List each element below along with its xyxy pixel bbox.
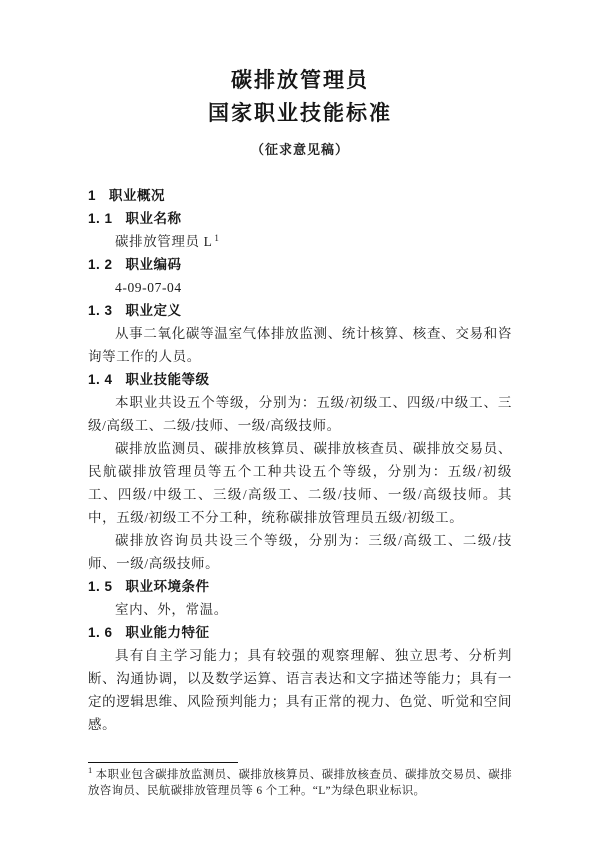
section-title: 职业能力特征 — [125, 625, 210, 640]
footnote-reference-superscript: 1 — [214, 232, 220, 243]
section-heading-1-6 — [88, 621, 512, 644]
section-heading-1 — [88, 184, 512, 207]
section-heading-1-1 — [88, 207, 512, 230]
occupation-definition-paragraph: 从事二氧化碳等温室气体排放监测、统计核算、核查、交易和咨询等工作的人员。 — [88, 326, 512, 364]
footnote-divider — [88, 762, 238, 763]
section-heading-1-5 — [88, 575, 512, 598]
footnote-block — [88, 762, 512, 799]
section-number: 1. 3 — [88, 303, 113, 318]
section-number: 1. 2 — [88, 257, 113, 272]
document-body — [88, 184, 512, 736]
footnote-marker: 1 — [88, 765, 93, 776]
section-heading-1-2 — [88, 253, 512, 276]
section-title: 职业技能等级 — [125, 372, 210, 387]
section-title: 职业环境条件 — [125, 579, 210, 594]
title-block — [88, 64, 512, 158]
document-title-line2: 国家职业技能标准 — [208, 102, 392, 125]
skill-levels-paragraph-1: 本职业共设五个等级，分别为：五级/初级工、四级/中级工、三级/高级工、二级/技师、一级/高级技师。 — [88, 395, 512, 433]
footnote-content: 本职业包含碳排放监测员、碳排放核算员、碳排放核查员、碳排放交易员、碳排放咨询员、民航碳排放管理员等 6 个工种。“L”为绿色职业标识。 — [88, 769, 512, 797]
document-title-line1: 碳排放管理员 — [231, 69, 369, 92]
section-number: 1. 1 — [88, 211, 113, 226]
section-number: 1 — [88, 188, 97, 203]
document-subtitle: （征求意见稿） — [250, 142, 349, 157]
occupation-name-text — [88, 230, 512, 253]
skill-levels-paragraph-3: 碳排放咨询员共设三个等级，分别为：三级/高级工、二级/技师、一级/高级技师。 — [88, 533, 512, 571]
occupation-code-value: 4-09-07-04 — [115, 280, 182, 295]
section-title: 职业编码 — [125, 257, 182, 272]
section-title: 职业定义 — [125, 303, 182, 318]
section-heading-1-3 — [88, 299, 512, 322]
work-environment-paragraph: 室内、外，常温。 — [115, 602, 228, 617]
occupation-name-value: 碳排放管理员 L — [115, 234, 213, 249]
section-heading-1-4 — [88, 368, 512, 391]
skill-levels-paragraph-2: 碳排放监测员、碳排放核算员、碳排放核查员、碳排放交易员、民航碳排放管理员等五个工种共设五个等级，分别为：五级/初级工、四级/中级工、三级/高级工、二级/技师、一级/高级技师。其中，五级/初级工不分工种，统称碳排放管理员五级/初级工。 — [88, 441, 512, 525]
section-title: 职业名称 — [125, 211, 182, 226]
section-number: 1. 5 — [88, 579, 113, 594]
section-title: 职业概况 — [109, 188, 166, 203]
section-number: 1. 6 — [88, 625, 113, 640]
section-number: 1. 4 — [88, 372, 113, 387]
footnote-text — [88, 767, 512, 799]
ability-traits-paragraph: 具有自主学习能力；具有较强的观察理解、独立思考、分析判断、沟通协调，以及数学运算、语言表达和文字描述等能力；具有一定的逻辑思维、风险预判能力；具有正常的视力、色觉、听觉和空间感。 — [88, 648, 512, 732]
